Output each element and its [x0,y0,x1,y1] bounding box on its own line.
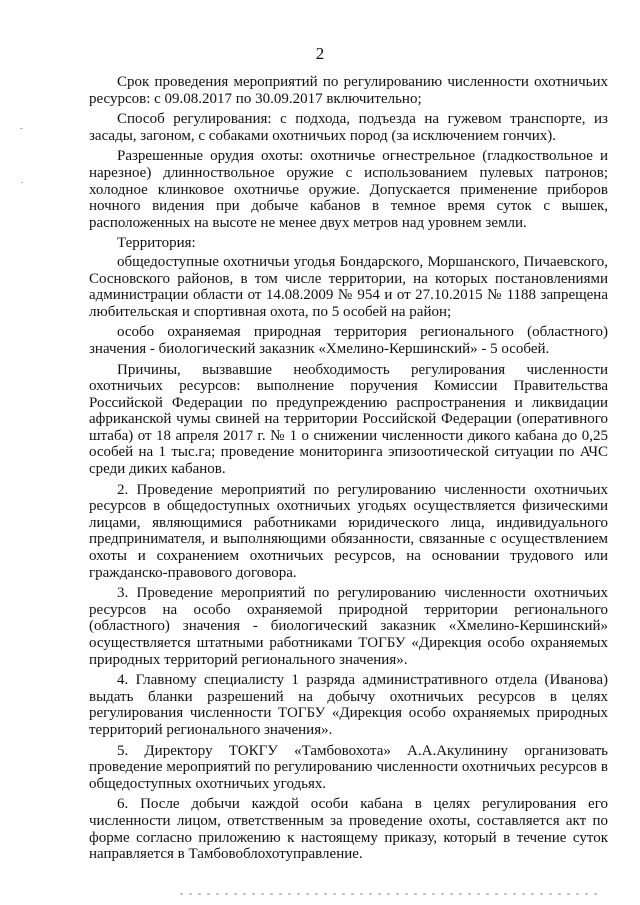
paragraph-hunting-period: Срок проведения мероприятий по регулированию численности охотничьих ресурсов: с 09.08.2017 по 30.09.2017 включительно; [89,74,608,107]
paragraph-reasons: Причины, вызвавшие необходимость регулирования численности охотничьих ресурсов: выполнение поручения Комиссии Правительства Российской Федерации по предупреждению распространения и ликвидации африканской чумы свиней на территории Российской Федерации (оперативного штаба) от 18 апреля 2017 г. № 1 о снижении численности дикого кабана до 0,25 особей на 1 тыс.га; проведение мониторинга эпизоотической ситуации по АЧС среди диких кабанов. [89,361,608,478]
paragraph-allowed-weapons: Разрешенные орудия охоты: охотничье огнестрельное (гладкоствольное и нарезное) длинноствольное оружие с использованием пулевых патронов; холодное клинковое охотничье оружие. Допускается применение приборов ночного видения при добыче кабанов в темное время суток с вышек, расположенных на высоте не менее двух метров над уровнем земли. [89,148,608,231]
paragraph-item-5: 5. Директору ТОКГУ «Тамбовохота» А.А.Акулинину организовать проведение мероприятий по регулированию численности охотничьих ресурсов в общедоступных охотничьих угодьях. [89,742,608,792]
paragraph-territory-heading: Территория: [117,235,196,252]
paragraph-territory-reserve: особо охраняемая природная территория регионального (областного) значения - биологический заказник «Хмелино-Кершинский» - 5 особей. [89,324,608,357]
scan-edge-artifact [180,893,600,895]
paragraph-item-4: 4. Главному специалисту 1 разряда административного отдела (Иванова) выдать бланки разрешений на добычу охотничьих ресурсов в целях регулирования численности ТОГБУ «Дирекция особо охраняемых природных территорий регионального значения». [89,672,608,738]
paragraph-territory-public-lands: общедоступные охотничьи угодья Бондарского, Моршанского, Пичаевского, Сосновского районов, в том числе территории, на которых постановлениями администрации области от 14.08.2009 № 954 и от 27.10.2015 № 1188 запрещена любительская и спортивная охота, по 5 особей на район; [89,253,608,320]
page-number: 2 [315,44,325,63]
paragraph-regulation-method: Способ регулирования: с подхода, подъезда на гужевом транспорте, из засады, загоном, с собаками охотничьих пород (за исключением гончих). [89,111,608,144]
document-body [89,74,608,867]
paragraph-item-3: 3. Проведение мероприятий по регулированию численности охотничьих ресурсов на особо охраняемой природной территории регионального (областного) значения - биологический заказник «Хмелино-Кершинский» осуществляется штатными работниками ТОГБУ «Дирекция особо охраняемых природных территорий регионального значения». [89,585,608,668]
paragraph-item-2: 2. Проведение мероприятий по регулированию численности охотничьих ресурсов в общедоступных охотничьих угодьях осуществляется физическими лицами, являющимися работниками юридического лица, индивидуального предпринимателя, и выполняющими обязанности, связанные с осуществлением охоты и сохранением охотничьих ресурсов, на основании трудового или гражданско-правового договора. [89,481,608,581]
scan-artifact [20,128,23,129]
paragraph-item-6: 6. После добычи каждой особи кабана в целях регулирования его численности лицом, ответственным за проведение охоты, составляется акт по форме согласно приложению к настоящему приказу, который в течение суток направляется в Тамбовоблохотуправление. [89,796,608,863]
scan-artifact [21,182,23,183]
